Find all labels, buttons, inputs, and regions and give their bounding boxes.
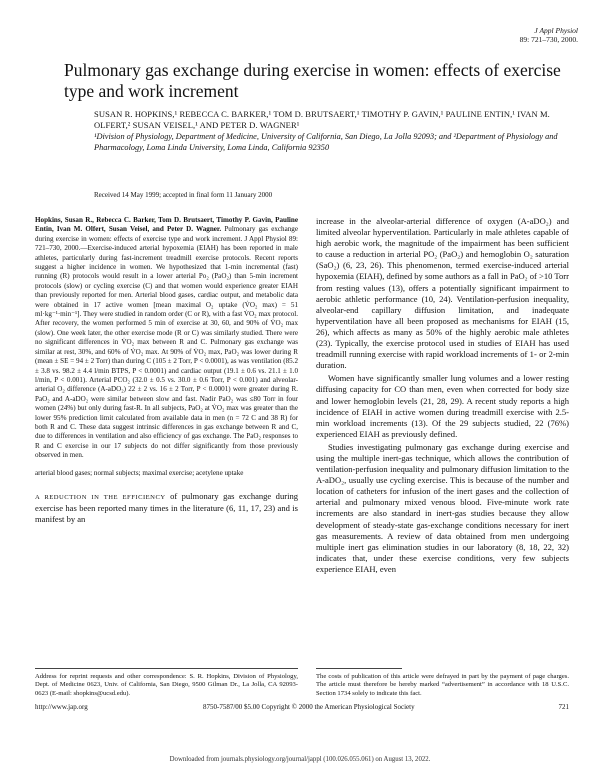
body-paragraph: Women have significantly smaller lung volumes and a lower resting diffusing capacity for CO than men, even when corrected for body size and lower hemoglobin levels (21, 28, 29). A recent study reports a high incidence of EIAH in active women during treadmill exercise with 2.5-min workload increments (13). Of the 29 subjects studied, 22 (76%) experienced EIAH as previously defined.: [316, 373, 569, 439]
journal-reference: [520, 26, 578, 44]
copyright-line: 8750-7587/00 $5.00 Copyright © 2000 the American Physiological Society: [203, 703, 415, 711]
author-list: SUSAN R. HOPKINS,¹ REBECCA C. BARKER,¹ TOM D. BRUTSAERT,¹ TIMOTHY P. GAVIN,¹ PAULINE ENTIN,¹ IVAN M. OLFERT,² SUSAN VEISEL,¹ AND PETER D. WAGNER¹: [94, 109, 550, 130]
article-title: Pulmonary gas exchange during exercise in women: effects of exercise type and work increment: [64, 60, 561, 101]
abstract: [35, 216, 298, 461]
download-watermark: Downloaded from journals.physiology.org/journal/jappl (100.026.055.061) on August 13, 2022.: [169, 756, 431, 763]
abstract-text: Pulmonary gas exchange during exercise in women: effects of exercise type and work increment. J Appl Physiol 89: 721–730, 2000.—Exercise-induced arterial hypoxemia (EIAH) has been reported in male athletes, particularly during fast-increment treadmill exercise protocols. Recent reports suggest a higher incidence in women. We hypothesized that 1-min incremental (fast) running (R) protocols would result in a lower arterial Po₂ (PaO₂) than 5-min increment protocols (slow) or cycling exercise (C) and that women would experience greater EIAH than previously reported for men. Arterial blood gases, cardiac output, and metabolic data were obtained in 17 active women [mean maximal O₂ uptake (V̇O₂ max) = 51 ml·kg⁻¹·min⁻¹]. They were studied in random order (C or R), with a fast V̇O₂ max protocol. After recovery, the women performed 5 min of exercise at 30, 60, and 90% of V̇O₂ max (slow). One week later, the other exercise mode (R or C) was similarly studied. There were no significant differences in V̇O₂ max between R and C. Pulmonary gas exchange was similar at rest, 30%, and 60% of V̇O₂ max. At 90% of V̇O₂ max, PaO₂ was lower during R (mean ± SE = 94 ± 2 Torr) than during C (105 ± 2 Torr, P < 0.0001), as was ventilation (85.2 ± 3.8 vs. 98.2 ± 4.4 l/min BTPS, P < 0.0001) and cardiac output (19.1 ± 0.6 vs. 21.1 ± 1.0 l/min, P < 0.001). Arterial PCO₂ (32.0 ± 0.5 vs. 30.0 ± 0.6 Torr, P < 0.001) and alveolar-arterial O₂ difference (A-aDO₂) 22 ± 2 vs. 16 ± 2 Torr, P < 0.0001) were greater during R. PaO₂ and A-aDO₂ were similar between slow and fast. Nadir PaO₂ was ≤80 Torr in four women (24%) but only during fast-R. In all subjects, PaO₂ at V̇O₂ max was greater than the lower 95% prediction limit calculated from available data in men (n = 72 C and 38 R) for both R and C. These data suggest intrinsic differences in gas exchange between R and C, due to differences in ventilation and also efficiency of gas exchange. The PaO₂ responses to R and C exercise in our 17 subjects do not differ significantly from those previously observed in men.: [35, 225, 298, 460]
abstract-citation-authors: Hopkins, Susan R., Rebecca C. Barker, Tom D. Brutsaert, Timothy P. Gavin, Pauline Entin, Ivan M. Olfert, Susan Veisel, and Peter D. Wagner.: [35, 216, 298, 234]
body-paragraph: Studies investigating pulmonary gas exchange during exercise and using the multiple inert-gas technique, which allows the contribution of ventilation-perfusion inequality and pulmonary diffusion limitation to the A-aDO₂, usually use cycling exercise. This is because of the number and location of catheters for infusion of the inert gases and the collection of arterial and pulmonary mixed venous blood. Five-minute work rate increments are also standard in inert-gas studies because they allow development of steady-state gas-exchange conditions necessary for inert gas measurements. A review of data obtained from men undergoing multiple inert gas elimination studies in our laboratory (8, 18, 22, 32) indicates that, under these exercise conditions, very few subjects experience EIAH, even: [316, 441, 569, 574]
right-column: [316, 216, 569, 575]
page-number: 721: [558, 703, 569, 711]
affiliations: ¹Division of Physiology, Department of Medicine, University of California, San Diego, La Jolla 92093; and ²Department of Physiology and Pharmacology, Loma Linda University, Loma Linda, California 92350: [94, 132, 558, 152]
body-paragraph: increase in the alveolar-arterial difference of oxygen (A-aDO₂) and limited alveolar hyperventilation. Particularly in male athletes capable of high aerobic work, the magnitude of the impairment has been sufficient to cause a reduction in arterial PO₂ (PaO₂) and hemoglobin O₂ saturation (SaO₂) (6, 23, 26). This phenomenon, termed exercise-induced arterial hypoxemia (EIAH), defined by some authors as a fall in PaO₂ of >10 Torr from resting values (13), offers a potentially significant impairment to aerobic athletic performance (10, 24). Ventilation-perfusion inequality, alveolar-end capillary diffusion limitation, and inadequate hyperventilation have all been proposed as mechanisms for EIAH (15, 26), which affects as many as 50% of the highly aerobic male athletes (23). Typically, the exercise protocol used in studies of EIAH has used treadmill running exercise with rapid workload increments of 1- or 2-min duration.: [316, 216, 569, 371]
intro-paragraph: [35, 491, 298, 525]
correspondence-footnote: Address for reprint requests and other correspondence: S. R. Hopkins, Division of Physiology, Dept. of Medicine 0623, Univ. of California, San Diego, 9500 Gilman Dr., La Jolla, CA 92093-0623 (E-mail: shopkins@ucsd.edu).: [35, 668, 298, 698]
intro-smallcaps: A REDUCTION IN THE EFFICIENCY: [35, 493, 166, 501]
journal-url[interactable]: http://www.jap.org: [35, 703, 88, 711]
journal-issue: 89: 721–730, 2000.: [519, 35, 578, 44]
keywords: arterial blood gases; normal subjects; maximal exercise; acetylene uptake: [35, 468, 244, 477]
journal-name: J Appl Physiol: [534, 26, 578, 35]
received-dates: Received 14 May 1999; accepted in final form 11 January 2000: [94, 191, 273, 199]
publication-cost-footnote: The costs of publication of this article were defrayed in part by the payment of page charges. The article must therefore be hereby marked “advertisement” in accordance with 18 U.S.C. Section 1734 solely to indicate this fact.: [316, 668, 569, 698]
intro-text: of pulmonary gas exchange during exercise has been reported many times in the literature (6, 11, 17, 23) and is manifest by an: [35, 490, 298, 525]
left-column: [35, 216, 298, 525]
